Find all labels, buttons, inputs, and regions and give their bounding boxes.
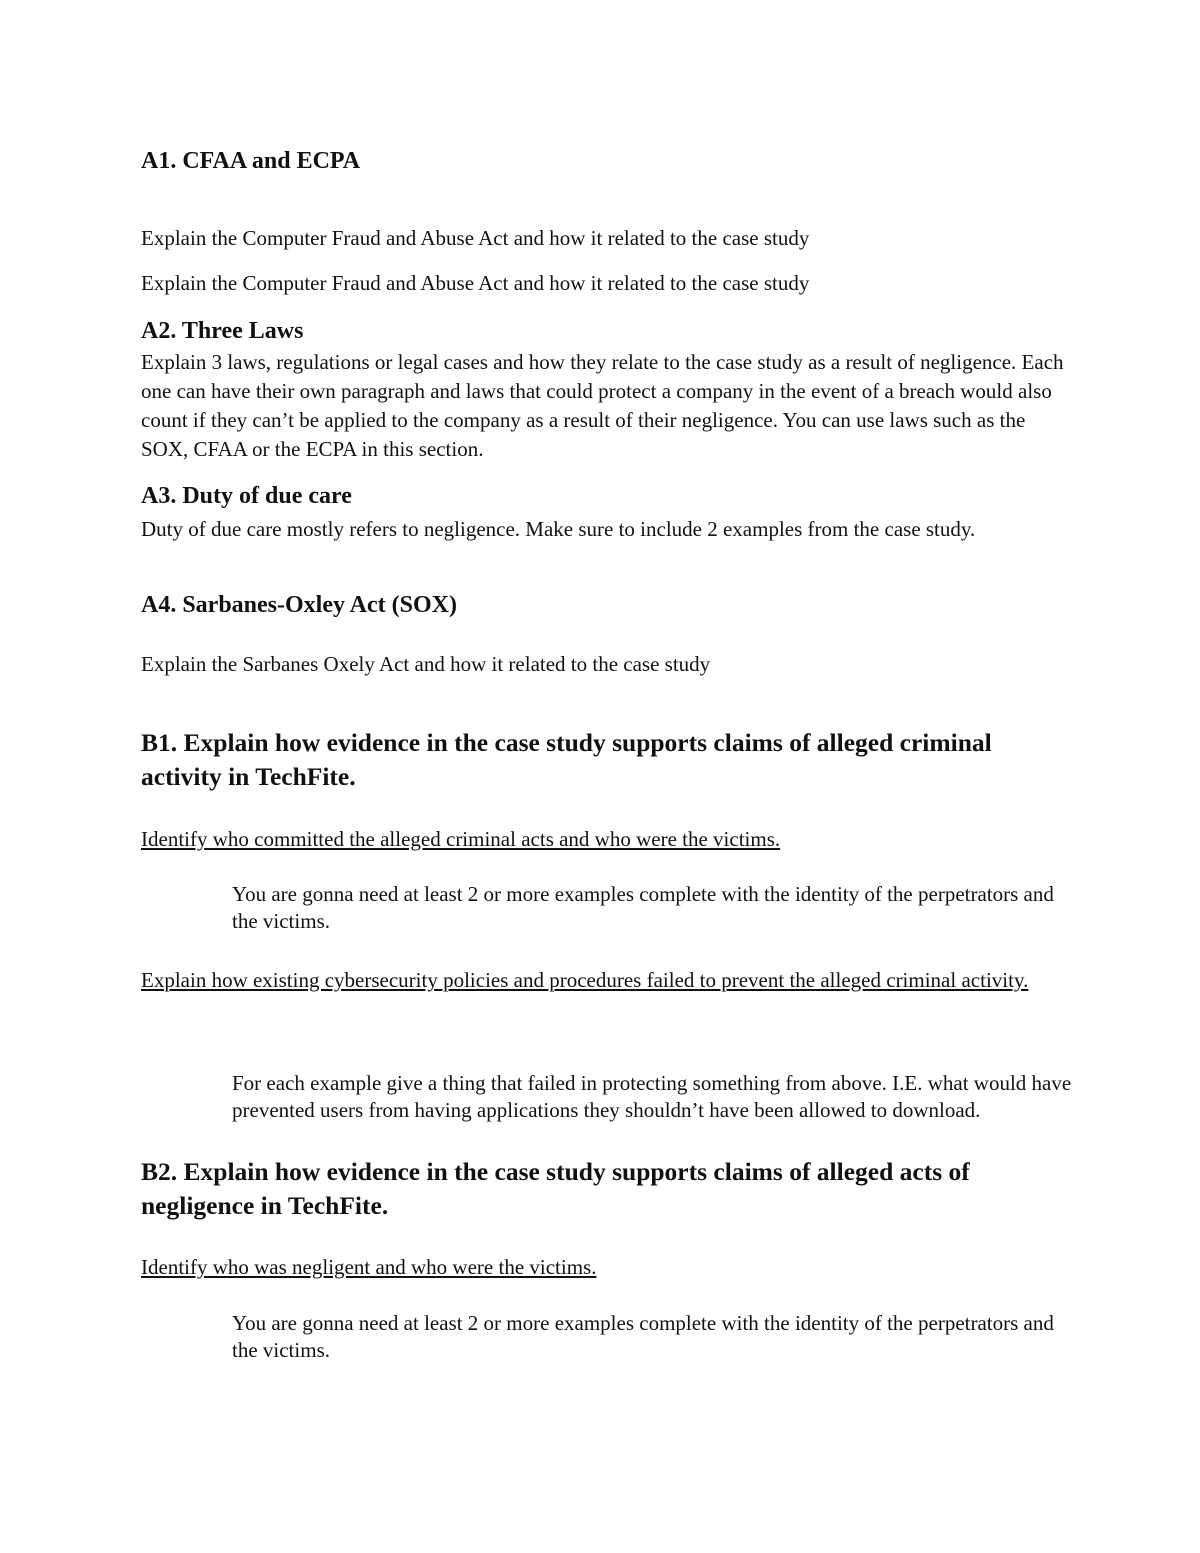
b1-perpetrators-guidance: You are gonna need at least 2 or more examples complete with the identity of the perpetrators and the victims. (232, 882, 1054, 933)
a4-heading: A4. Sarbanes-Oxley Act (SOX) (141, 592, 457, 618)
b2-subheading-negligence: Identify who was negligent and who were the victims. (141, 1255, 597, 1279)
a2-body: Explain 3 laws, regulations or legal cases and how they relate to the case study as a result of negligence. Each one can have their own paragraph and laws that could protect a company in the event of a breach would also count if they can’t be applied to the company as a result of their negligence. You can use laws such as the SOX, CFAA or the ECPA in this section. (141, 350, 1064, 461)
a4-body: Explain the Sarbanes Oxely Act and how it related to the case study (141, 652, 711, 676)
b1-subheading-policies: Explain how existing cybersecurity policies and procedures failed to prevent the alleged criminal activity. (141, 968, 1029, 992)
b1-heading: B1. Explain how evidence in the case study supports claims of alleged criminal activity in TechFite. (141, 728, 992, 791)
b2-negligence-guidance: You are gonna need at least 2 or more examples complete with the identity of the perpetrators and the victims. (232, 1311, 1054, 1362)
b1-policies-guidance: For each example give a thing that failed in protecting something from above. I.E. what would have prevented users from having applications they shouldn’t have been allowed to download. (232, 1071, 1072, 1122)
a1-paragraph-2: Explain the Computer Fraud and Abuse Act and how it related to the case study (141, 271, 810, 295)
b2-heading: B2. Explain how evidence in the case study supports claims of alleged acts of negligence in TechFite. (141, 1157, 970, 1220)
a3-heading: A3. Duty of due care (141, 483, 352, 509)
a1-paragraph-1: Explain the Computer Fraud and Abuse Act and how it related to the case study (141, 226, 810, 250)
b1-subheading-perpetrators: Identify who committed the alleged criminal acts and who were the victims. (141, 827, 781, 851)
a1-heading: A1. CFAA and ECPA (141, 148, 361, 174)
a2-heading: A2. Three Laws (141, 318, 304, 344)
a3-body: Duty of due care mostly refers to negligence. Make sure to include 2 examples from the case study. (141, 517, 976, 541)
